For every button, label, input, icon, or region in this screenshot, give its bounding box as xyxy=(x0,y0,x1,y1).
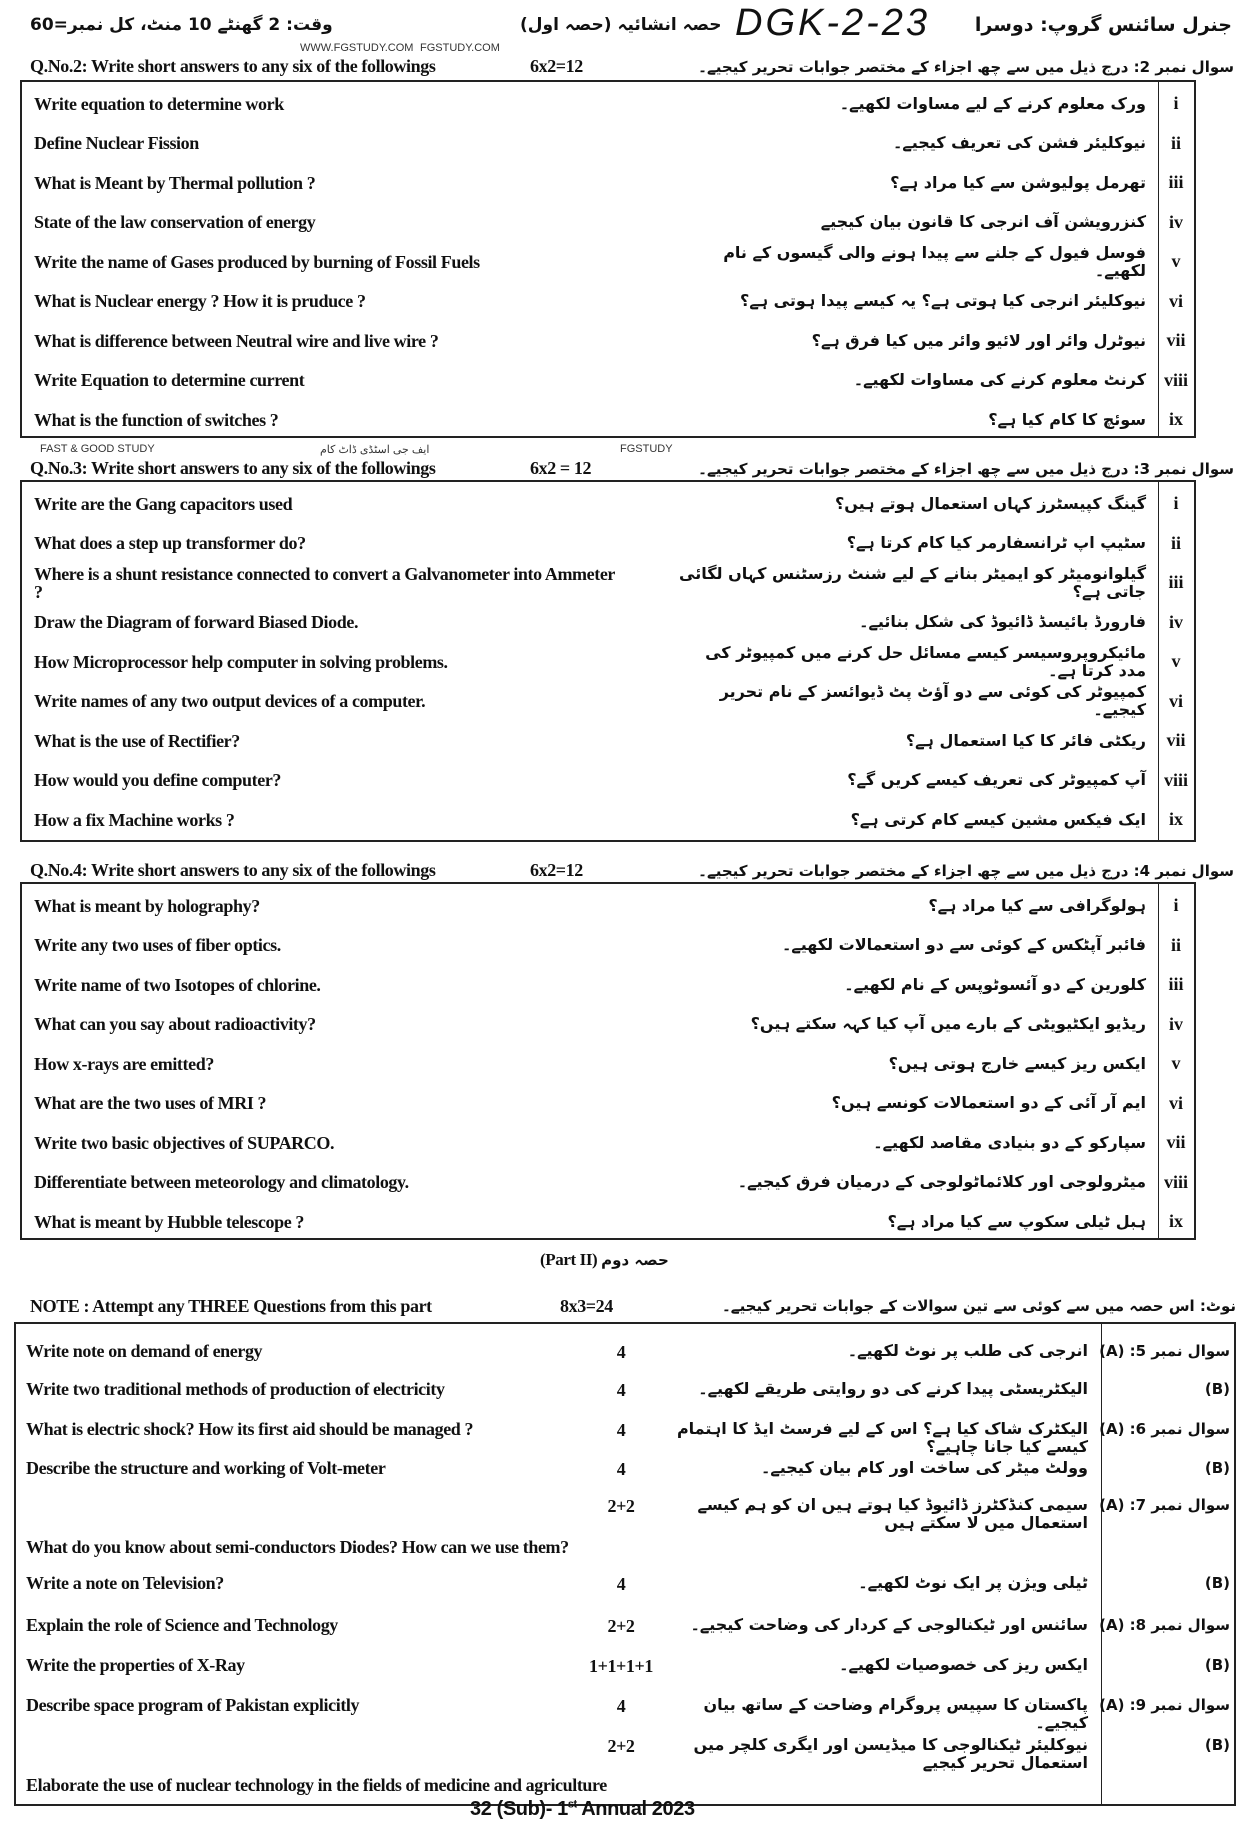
question-item xyxy=(22,1123,1194,1162)
item-text-ur: تھرمل پولیوشن سے کیا مراد ہے؟ xyxy=(890,172,1146,192)
part2-item-en: Write a note on Television? xyxy=(26,1573,224,1593)
watermark-text: FGSTUDY.COM xyxy=(420,42,500,54)
question-3-title-ur: سوال نمبر 3: درج ذیل میں سے چھ اجزاء کے مختصر جوابات تحریر کیجیے۔ xyxy=(698,460,1234,478)
item-text-en: Where is a shunt resistance connected to convert a Galvanometer into Ammeter ? xyxy=(34,563,615,602)
part2-item-label: سوال نمبر 7: (A) xyxy=(1099,1496,1230,1514)
item-text-en: Write name of two Isotopes of chlorine. xyxy=(34,974,321,995)
item-number: v xyxy=(1171,1053,1181,1073)
part2-item-label: (B) xyxy=(1204,1574,1230,1592)
part2-item-en: Write note on demand of energy xyxy=(26,1341,263,1361)
item-text-en: What is Meant by Thermal pollution ? xyxy=(34,172,316,193)
item-text-en: What is the use of Rectifier? xyxy=(34,730,240,751)
item-text-ur: فائبر آپٹکس کے کوئی سے دو استعمالات لکھیے۔ xyxy=(781,935,1146,954)
item-text-ur: ایکس ریز کیسے خارج ہوتی ہیں؟ xyxy=(888,1053,1146,1073)
group-label: جنرل سائنس گروپ: دوسرا xyxy=(974,14,1232,36)
part2-item-label: سوال نمبر 5: (A) xyxy=(1099,1342,1230,1360)
question-item xyxy=(22,400,1194,439)
item-text-ur: گیلوانومیٹر کو ایمیٹر بنانے کے لیے شنٹ رزسٹنس کہاں لگائی جاتی ہے؟ xyxy=(679,563,1146,601)
question-item xyxy=(22,642,1194,681)
part2-item-label: سوال نمبر 6: (A) xyxy=(1099,1420,1230,1438)
part2-box xyxy=(14,1322,1236,1806)
question-4-title-ur: سوال نمبر 4: درج ذیل میں سے چھ اجزاء کے مختصر جوابات تحریر کیجیے۔ xyxy=(698,862,1234,880)
part2-item-ur: انرجی کی طلب پر نوٹ لکھیے۔ xyxy=(847,1341,1088,1360)
item-number: ii xyxy=(1170,132,1181,153)
item-text-en: Write names of any two output devices of a computer. xyxy=(34,691,426,711)
part2-item-en: Elaborate the use of nuclear technology in the fields of medicine and agriculture xyxy=(26,1775,607,1795)
item-number: v xyxy=(1171,651,1181,671)
question-item xyxy=(22,163,1194,202)
part2-item-ur: الیکٹریسٹی پیدا کرنے کی دو روایتی طریقے لکھیے۔ xyxy=(698,1379,1088,1398)
question-item xyxy=(22,1084,1194,1123)
footer xyxy=(470,1798,695,1821)
item-text-en: Write any two uses of fiber optics. xyxy=(34,935,281,955)
item-text-ur: سٹیپ اپ ٹرانسفارمر کیا کام کرتا ہے؟ xyxy=(846,533,1146,552)
question-item xyxy=(22,282,1194,321)
question-item xyxy=(22,1005,1194,1044)
question-3-title: Q.No.3: Write short answers to any six of the followings xyxy=(30,458,436,478)
item-text-en: What is meant by Hubble telescope ? xyxy=(34,1211,305,1232)
item-text-en: How Microprocessor help computer in solving problems. xyxy=(34,651,448,672)
item-number: iii xyxy=(1168,974,1184,994)
question-item xyxy=(22,800,1194,839)
question-item xyxy=(22,84,1194,123)
section-label: حصہ انشائیہ (حصہ اول) xyxy=(520,15,722,35)
item-text-ur: کرنٹ معلوم کرنے کی مساوات لکھیے۔ xyxy=(853,370,1146,389)
item-number: iv xyxy=(1168,1013,1183,1034)
item-text-ur: مائیکروپروسیسر کیسے مسائل حل کرنے میں کمپیوٹر کی مدد کرتا ہے۔ xyxy=(705,642,1146,680)
item-text-en: What can you say about radioactivity? xyxy=(34,1014,316,1034)
item-text-en: Define Nuclear Fission xyxy=(34,133,199,153)
part2-item-label: (B) xyxy=(1204,1736,1230,1754)
part2-item-ur: سیمی کنڈکٹرز ڈائیوڈ کیا ہوتے ہیں ان کو ہم کیسے استعمال میں لا سکتے ہیں xyxy=(697,1495,1088,1532)
question-item xyxy=(22,524,1194,563)
question-2-box xyxy=(20,80,1196,438)
item-number: iii xyxy=(1168,572,1184,592)
question-2-title-ur: سوال نمبر 2: درج ذیل میں سے چھ اجزاء کے مختصر جوابات تحریر کیجیے۔ xyxy=(698,58,1234,76)
item-text-en: Write are the Gang capacitors used xyxy=(34,493,293,514)
part2-item-label: (B) xyxy=(1204,1459,1230,1477)
item-text-en: Write two basic objectives of SUPARCO. xyxy=(34,1132,335,1153)
watermark-text: WWW.FGSTUDY.COM xyxy=(300,42,414,54)
item-number: viii xyxy=(1163,369,1188,390)
part2-item-ur: ٹیلی ویژن پر ایک نوٹ لکھیے۔ xyxy=(858,1573,1088,1592)
question-item xyxy=(22,682,1194,721)
part2-item-en: Describe the structure and working of Volt-meter xyxy=(26,1458,386,1478)
part2-item-marks: 1+1+1+1 xyxy=(589,1656,653,1676)
part2-item-ur: وولٹ میٹر کی ساخت اور کام بیان کیجیے۔ xyxy=(761,1458,1088,1477)
item-text-en: Write equation to determine work xyxy=(34,93,284,114)
item-text-en: Differentiate between meteorology and climatology. xyxy=(34,1172,409,1192)
item-number: i xyxy=(1173,93,1179,113)
part2-item-marks: 4 xyxy=(616,1574,626,1594)
question-2-marks: 6x2=12 xyxy=(530,56,583,76)
question-3-marks: 6x2 = 12 xyxy=(530,458,592,478)
part2-item-ur: الیکٹرک شاک کیا ہے؟ اس کے لیے فرسٹ ایڈ کا اہتمام کیسے کیا جانا چاہیے؟ xyxy=(676,1419,1088,1456)
part2-item-marks: 2+2 xyxy=(607,1736,635,1756)
item-text-ur: سپارکو کے دو بنیادی مقاصد لکھیے۔ xyxy=(873,1132,1146,1152)
item-text-ur: کنزرویشن آف انرجی کا قانون بیان کیجیے xyxy=(820,212,1146,231)
note-ur: نوٹ: اس حصہ میں سے کوئی سے تین سوالات کے جوابات تحریر کیجیے۔ xyxy=(721,1297,1236,1315)
item-text-ur: فارورڈ بائیسڈ ڈائیوڈ کی شکل بنائیے۔ xyxy=(859,612,1146,631)
item-number: iii xyxy=(1168,172,1184,192)
question-item xyxy=(22,124,1194,163)
question-item xyxy=(22,926,1194,965)
part2-item-marks: 2+2 xyxy=(607,1616,635,1636)
item-text-ur: نیوٹرل وائر اور لائیو وائر میں کیا فرق ہے؟ xyxy=(811,330,1146,350)
item-text-ur: کمپیوٹر کی کوئی سے دو آؤٹ پٹ ڈیوائسز کے نام تحریر کیجیے۔ xyxy=(719,682,1146,719)
question-item xyxy=(22,203,1194,242)
note-marks: 8x3=24 xyxy=(560,1296,613,1316)
item-number: vii xyxy=(1166,730,1186,750)
question-item xyxy=(22,242,1194,281)
part2-item-en: Describe space program of Pakistan explicitly xyxy=(26,1695,360,1715)
item-number: iv xyxy=(1168,211,1183,232)
item-text-ur: ورک معلوم کرنے کے لیے مساوات لکھیے۔ xyxy=(839,93,1146,113)
question-3-box xyxy=(20,480,1196,842)
part2-item-marks: 4 xyxy=(616,1380,626,1400)
question-4-box xyxy=(20,882,1196,1240)
item-number: vi xyxy=(1168,690,1183,711)
item-number: ii xyxy=(1170,532,1181,553)
time-marks: وقت: 2 گھنٹے 10 منٹ، کل نمبر=60 xyxy=(30,15,333,35)
watermark-text: FGSTUDY xyxy=(620,443,673,455)
part2-item-label: (B) xyxy=(1204,1656,1230,1674)
item-number: viii xyxy=(1163,1171,1188,1192)
item-text-en: How would you define computer? xyxy=(34,770,282,790)
item-number: vi xyxy=(1168,1092,1183,1113)
item-text-ur: نیوکلیئر فشن کی تعریف کیجیے۔ xyxy=(892,133,1146,152)
item-number: v xyxy=(1171,251,1181,271)
item-number: ix xyxy=(1168,409,1183,429)
item-text-ur: ہبل ٹیلی سکوپ سے کیا مراد ہے؟ xyxy=(887,1211,1146,1231)
question-item xyxy=(22,1202,1194,1241)
part2-item-en: Write two traditional methods of production of electricity xyxy=(26,1379,445,1399)
note-en: NOTE : Attempt any THREE Questions from this part xyxy=(30,1296,432,1316)
item-text-ur: ہولوگرافی سے کیا مراد ہے؟ xyxy=(928,895,1146,915)
item-text-en: What does a step up transformer do? xyxy=(34,533,306,553)
watermark-text: FAST & GOOD STUDY xyxy=(40,443,155,455)
part2-item-label: (B) xyxy=(1204,1380,1230,1398)
item-number: vi xyxy=(1168,290,1183,311)
item-text-ur: آپ کمپیوٹر کی تعریف کیسے کریں گے؟ xyxy=(847,770,1146,789)
part2-item-label: سوال نمبر 8: (A) xyxy=(1099,1616,1230,1634)
question-item xyxy=(22,563,1194,602)
item-number: iv xyxy=(1168,611,1183,632)
item-number: ix xyxy=(1168,1211,1183,1231)
item-text-en: What is difference between Neutral wire and live wire ? xyxy=(34,330,439,351)
part2-item-en: Write the properties of X-Ray xyxy=(26,1655,245,1675)
handwritten-code: DGK-2-23 xyxy=(735,2,931,44)
item-text-en: Write the name of Gases produced by burning of Fossil Fuels xyxy=(34,251,480,272)
question-item xyxy=(22,603,1194,642)
part2-item-en: Explain the role of Science and Technology xyxy=(26,1615,338,1635)
item-text-ur: ریڈیو ایکٹیویٹی کے بارے میں آپ کیا کہہ سکتے ہیں؟ xyxy=(750,1014,1146,1033)
part2-heading-ur: حصہ دوم xyxy=(601,1251,669,1269)
part2-item-marks: 4 xyxy=(616,1696,626,1716)
part2-item-ur: پاکستان کا سپیس پروگرام وضاحت کے ساتھ بیان کیجیے۔ xyxy=(703,1695,1088,1732)
item-text-en: What is the function of switches ? xyxy=(34,409,279,430)
question-item xyxy=(22,361,1194,400)
question-item xyxy=(22,965,1194,1004)
item-text-ur: ایم آر آئی کے دو استعمالات کونسے ہیں؟ xyxy=(831,1093,1146,1112)
item-text-en: How x-rays are emitted? xyxy=(34,1053,214,1074)
footer-year: Annual 2023 xyxy=(576,1798,695,1820)
part2-item-marks: 2+2 xyxy=(607,1496,635,1516)
part2-item-marks: 4 xyxy=(616,1459,626,1479)
question-item xyxy=(22,321,1194,360)
item-text-ur: میٹرولوجی اور کلائماٹولوجی کے درمیان فرق کیجیے۔ xyxy=(737,1172,1146,1191)
part2-item-ur: سائنس اور ٹیکنالوجی کے کردار کی وضاحت کیجیے۔ xyxy=(690,1615,1088,1634)
item-text-en: What are the two uses of MRI ? xyxy=(34,1093,267,1113)
item-text-ur: فوسل فیول کے جلنے سے پیدا ہونے والی گیسوں کے نام لکھیے۔ xyxy=(723,242,1146,280)
question-2-title: Q.No.2: Write short answers to any six of the followings xyxy=(30,56,436,76)
part2-item-en: What do you know about semi-conductors Diodes? How can we use them? xyxy=(26,1537,569,1557)
item-text-ur: ریکٹی فائر کا کیا استعمال ہے؟ xyxy=(905,730,1146,750)
item-text-ur: کلورین کے دو آئسوٹوپس کے نام لکھیے۔ xyxy=(844,974,1146,994)
item-number: ii xyxy=(1170,934,1181,955)
question-item xyxy=(22,886,1194,925)
item-text-en: Draw the Diagram of forward Biased Diode. xyxy=(34,612,359,632)
item-text-en: Write Equation to determine current xyxy=(34,370,305,390)
item-number: viii xyxy=(1163,769,1188,790)
item-text-en: State of the law conservation of energy xyxy=(34,212,316,232)
footer-text: 32 (Sub)- 1 xyxy=(470,1798,568,1820)
item-number: ix xyxy=(1168,809,1183,829)
item-text-ur: گینگ کپیسٹرز کہاں استعمال ہوتے ہیں؟ xyxy=(834,493,1146,513)
part2-item-label: سوال نمبر 9: (A) xyxy=(1099,1696,1230,1714)
item-text-ur: نیوکلیئر انرجی کیا ہوتی ہے؟ یہ کیسے پیدا ہوتی ہے؟ xyxy=(740,291,1146,310)
question-item xyxy=(22,721,1194,760)
part2-heading-en: (Part II) xyxy=(540,1250,598,1269)
question-4-marks: 6x2=12 xyxy=(530,860,583,880)
question-item xyxy=(22,1044,1194,1083)
question-4-title: Q.No.4: Write short answers to any six of the followings xyxy=(30,860,436,880)
item-text-en: How a fix Machine works ? xyxy=(34,809,235,830)
part2-item-marks: 4 xyxy=(616,1420,626,1440)
part2-item-ur: نیوکلیئر ٹیکنالوجی کا میڈیسن اور ایگری کلچر میں استعمال تحریر کیجیے xyxy=(693,1735,1088,1772)
item-number: vii xyxy=(1166,330,1186,350)
footer-sup: st xyxy=(567,1798,577,1811)
question-item xyxy=(22,484,1194,523)
item-number: i xyxy=(1173,493,1179,513)
item-number: vii xyxy=(1166,1132,1186,1152)
question-item xyxy=(22,761,1194,800)
part2-item-marks: 4 xyxy=(616,1342,626,1362)
question-item xyxy=(22,1163,1194,1202)
item-text-ur: سوئچ کا کام کیا ہے؟ xyxy=(988,409,1146,429)
part2-item-en: What is electric shock? How its first aid should be managed ? xyxy=(26,1419,474,1439)
watermark-text: ایف جی اسٹڈی ڈاٹ کام xyxy=(320,444,430,456)
item-text-ur: ایک فیکس مشین کیسے کام کرتی ہے؟ xyxy=(850,809,1146,829)
item-text-en: What is meant by holography? xyxy=(34,895,260,916)
part2-heading xyxy=(540,1250,669,1270)
item-number: i xyxy=(1173,895,1179,915)
part2-item-ur: ایکس ریز کی خصوصیات لکھیے۔ xyxy=(839,1655,1088,1674)
item-text-en: What is Nuclear energy ? How it is pruduce ? xyxy=(34,291,366,311)
